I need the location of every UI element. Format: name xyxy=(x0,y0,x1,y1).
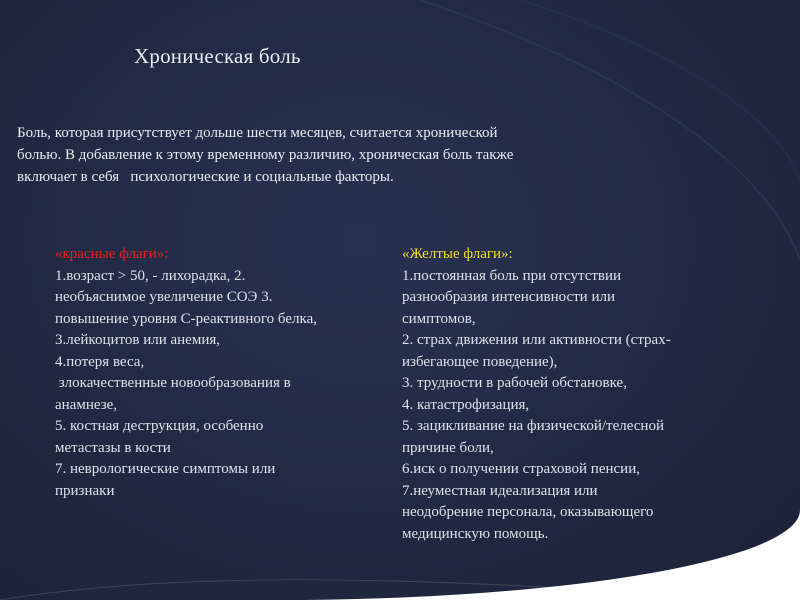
red-flag-line: 7. неврологические симптомы или xyxy=(55,461,276,477)
intro-line: включает в себя психологические и социальные факторы. xyxy=(17,169,394,185)
red-flag-line: злокачественные новообразования в xyxy=(55,375,291,391)
intro-line: болью. В добавление к этому временному различию, хроническая боль также xyxy=(17,147,514,163)
red-flag-line: 4.потеря веса, xyxy=(55,353,145,370)
red-flag-line: повышение уровня С-реактивного белка, xyxy=(55,310,317,327)
yellow-flags-column xyxy=(402,244,732,545)
yellow-flag-line: причине боли, xyxy=(402,439,494,456)
yellow-flag-line: разнообразия интенсивности или xyxy=(402,289,615,305)
yellow-flag-line: избегающее поведение), xyxy=(402,353,558,370)
red-flags-heading: «красные флаги»: xyxy=(55,246,169,262)
intro-paragraph xyxy=(17,122,627,188)
red-flags-column xyxy=(55,244,385,502)
yellow-flag-line: медицинскую помощь. xyxy=(402,525,549,542)
red-flag-line: 1.возраст > 50, - лихорадка, 2. xyxy=(55,267,246,284)
red-flag-line: признаки xyxy=(55,482,115,499)
yellow-flag-line: неодобрение персонала, оказывающего xyxy=(402,504,654,520)
slide-title: Хроническая боль xyxy=(134,44,301,68)
yellow-flag-line: 6.иск о получении страховой пенсии, xyxy=(402,461,640,477)
yellow-flag-line: 2. страх движения или активности (страх- xyxy=(402,332,671,348)
yellow-flag-line: 7.неуместная идеализация или xyxy=(402,482,598,499)
yellow-flag-line: симптомов, xyxy=(402,310,476,327)
yellow-flags-heading: «Желтые флаги»: xyxy=(402,246,513,262)
yellow-flag-line: 3. трудности в рабочей обстановке, xyxy=(402,375,627,391)
red-flag-line: метастазы в кости xyxy=(55,439,171,456)
yellow-flag-line: 4. катастрофизация, xyxy=(402,396,530,413)
yellow-flag-line: 1.постоянная боль при отсутствии xyxy=(402,267,622,284)
red-flag-line: 3.лейкоцитов или анемия, xyxy=(55,332,220,348)
red-flag-line: анамнезе, xyxy=(55,396,118,413)
red-flag-line: необъяснимое увеличение СОЭ 3. xyxy=(55,289,273,305)
intro-line: Боль, которая присутствует дольше шести месяцев, считается хронической xyxy=(17,125,498,141)
red-flag-line: 5. костная деструкция, особенно xyxy=(55,418,264,434)
yellow-flag-line: 5. зацикливание на физической/телесной xyxy=(402,418,664,434)
